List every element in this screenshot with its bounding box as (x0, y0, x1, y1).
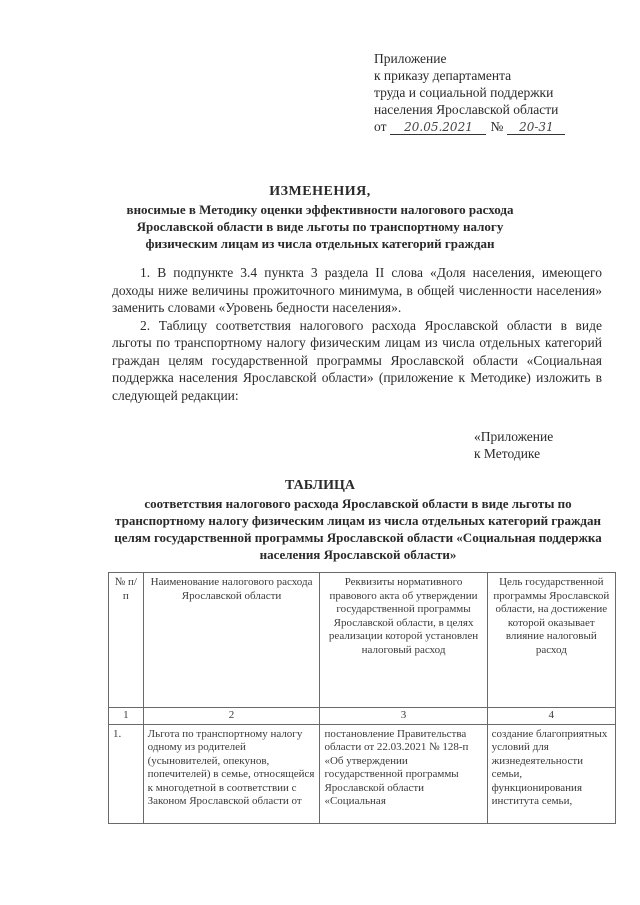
document-title: ИЗМЕНЕНИЯ, (269, 184, 371, 199)
column-number: 1 (109, 708, 144, 725)
approval-block (374, 50, 604, 135)
approval-date-number-line (374, 118, 604, 135)
from-label: от (374, 119, 387, 134)
number-label: № (490, 119, 504, 134)
table-subtitle: соответствия налогового расхода Ярославской области в виде льготы по транспортному налогу физическим лицам из числа отдельных категорий граждан целям государственной программы Ярославской области «Социальная поддержка населения Ярославской области» (114, 496, 602, 562)
document-subtitle: вносимые в Методику оценки эффективности налогового расхода Ярославской области в виде льготы по транспортному налогу физическим лицам из числа отдельных категорий граждан (126, 202, 514, 251)
table-row (109, 724, 616, 823)
paragraph-1: 1. В подпункте 3.4 пункта 3 раздела II слова «Доля населения, имеющего доходы ниже величины прожиточного минимума, в общей численности населения» заменить словами «Уровень бедности населения». (112, 265, 602, 315)
table-title: ТАБЛИЦА (285, 478, 355, 493)
approval-line-2: к приказу департамента (374, 68, 512, 83)
handwritten-number: 20-31 (507, 120, 565, 135)
column-number: 4 (487, 708, 615, 725)
approval-line-4: населения Ярославской области (374, 102, 559, 117)
annex-line-2: к Методике (474, 446, 541, 461)
annex-reference (474, 428, 553, 462)
column-number: 2 (143, 708, 320, 725)
body-text (112, 264, 602, 404)
approval-line-1: Приложение (374, 51, 447, 66)
header-cell-requisites: Реквизиты нормативного правового акта об утверждении государственной программы Ярославской области, в целях реализации которой установлен налоговый расход (320, 573, 487, 708)
annex-line-1: «Приложение (474, 429, 554, 444)
column-number: 3 (320, 708, 487, 725)
header-cell-goal: Цель государственной программы Ярославской области, на достижение которой оказывает влияние налоговый расход (487, 573, 615, 708)
header-cell-name: Наименование налогового расхода Ярославской области (143, 573, 320, 708)
table-header-row (109, 573, 616, 708)
correspondence-table (108, 572, 616, 824)
column-number-row (109, 708, 616, 725)
paragraph-2: 2. Таблицу соответствия налогового расхода Ярославской области в виде льготы по транспортному налогу физическим лицам из числа отдельных категорий граждан целям государственной программы Ярославской области «Социальная поддержка населения Ярославской области» (приложение к Методике) изложить в следующей редакции: (112, 317, 602, 403)
handwritten-date: 20.05.2021 (390, 120, 486, 135)
table-cell: 1. (109, 724, 144, 823)
table-cell: создание благоприятных условий для жизнедеятельности семьи, функционирования института семьи, (487, 724, 615, 823)
table-cell: Льгота по транспортному налогу одному из родителей (усыновителей, опекунов, попечителей) в семье, относящейся к многодетной в соответствии с Законом Ярославской области от (143, 724, 320, 823)
table-cell: постановление Правительства области от 22.03.2021 № 128-п «Об утверждении государственной программы Ярославской области «Социальная (320, 724, 487, 823)
header-cell-number: № п/п (109, 573, 144, 708)
approval-line-3: труда и социальной поддержки (374, 85, 554, 100)
